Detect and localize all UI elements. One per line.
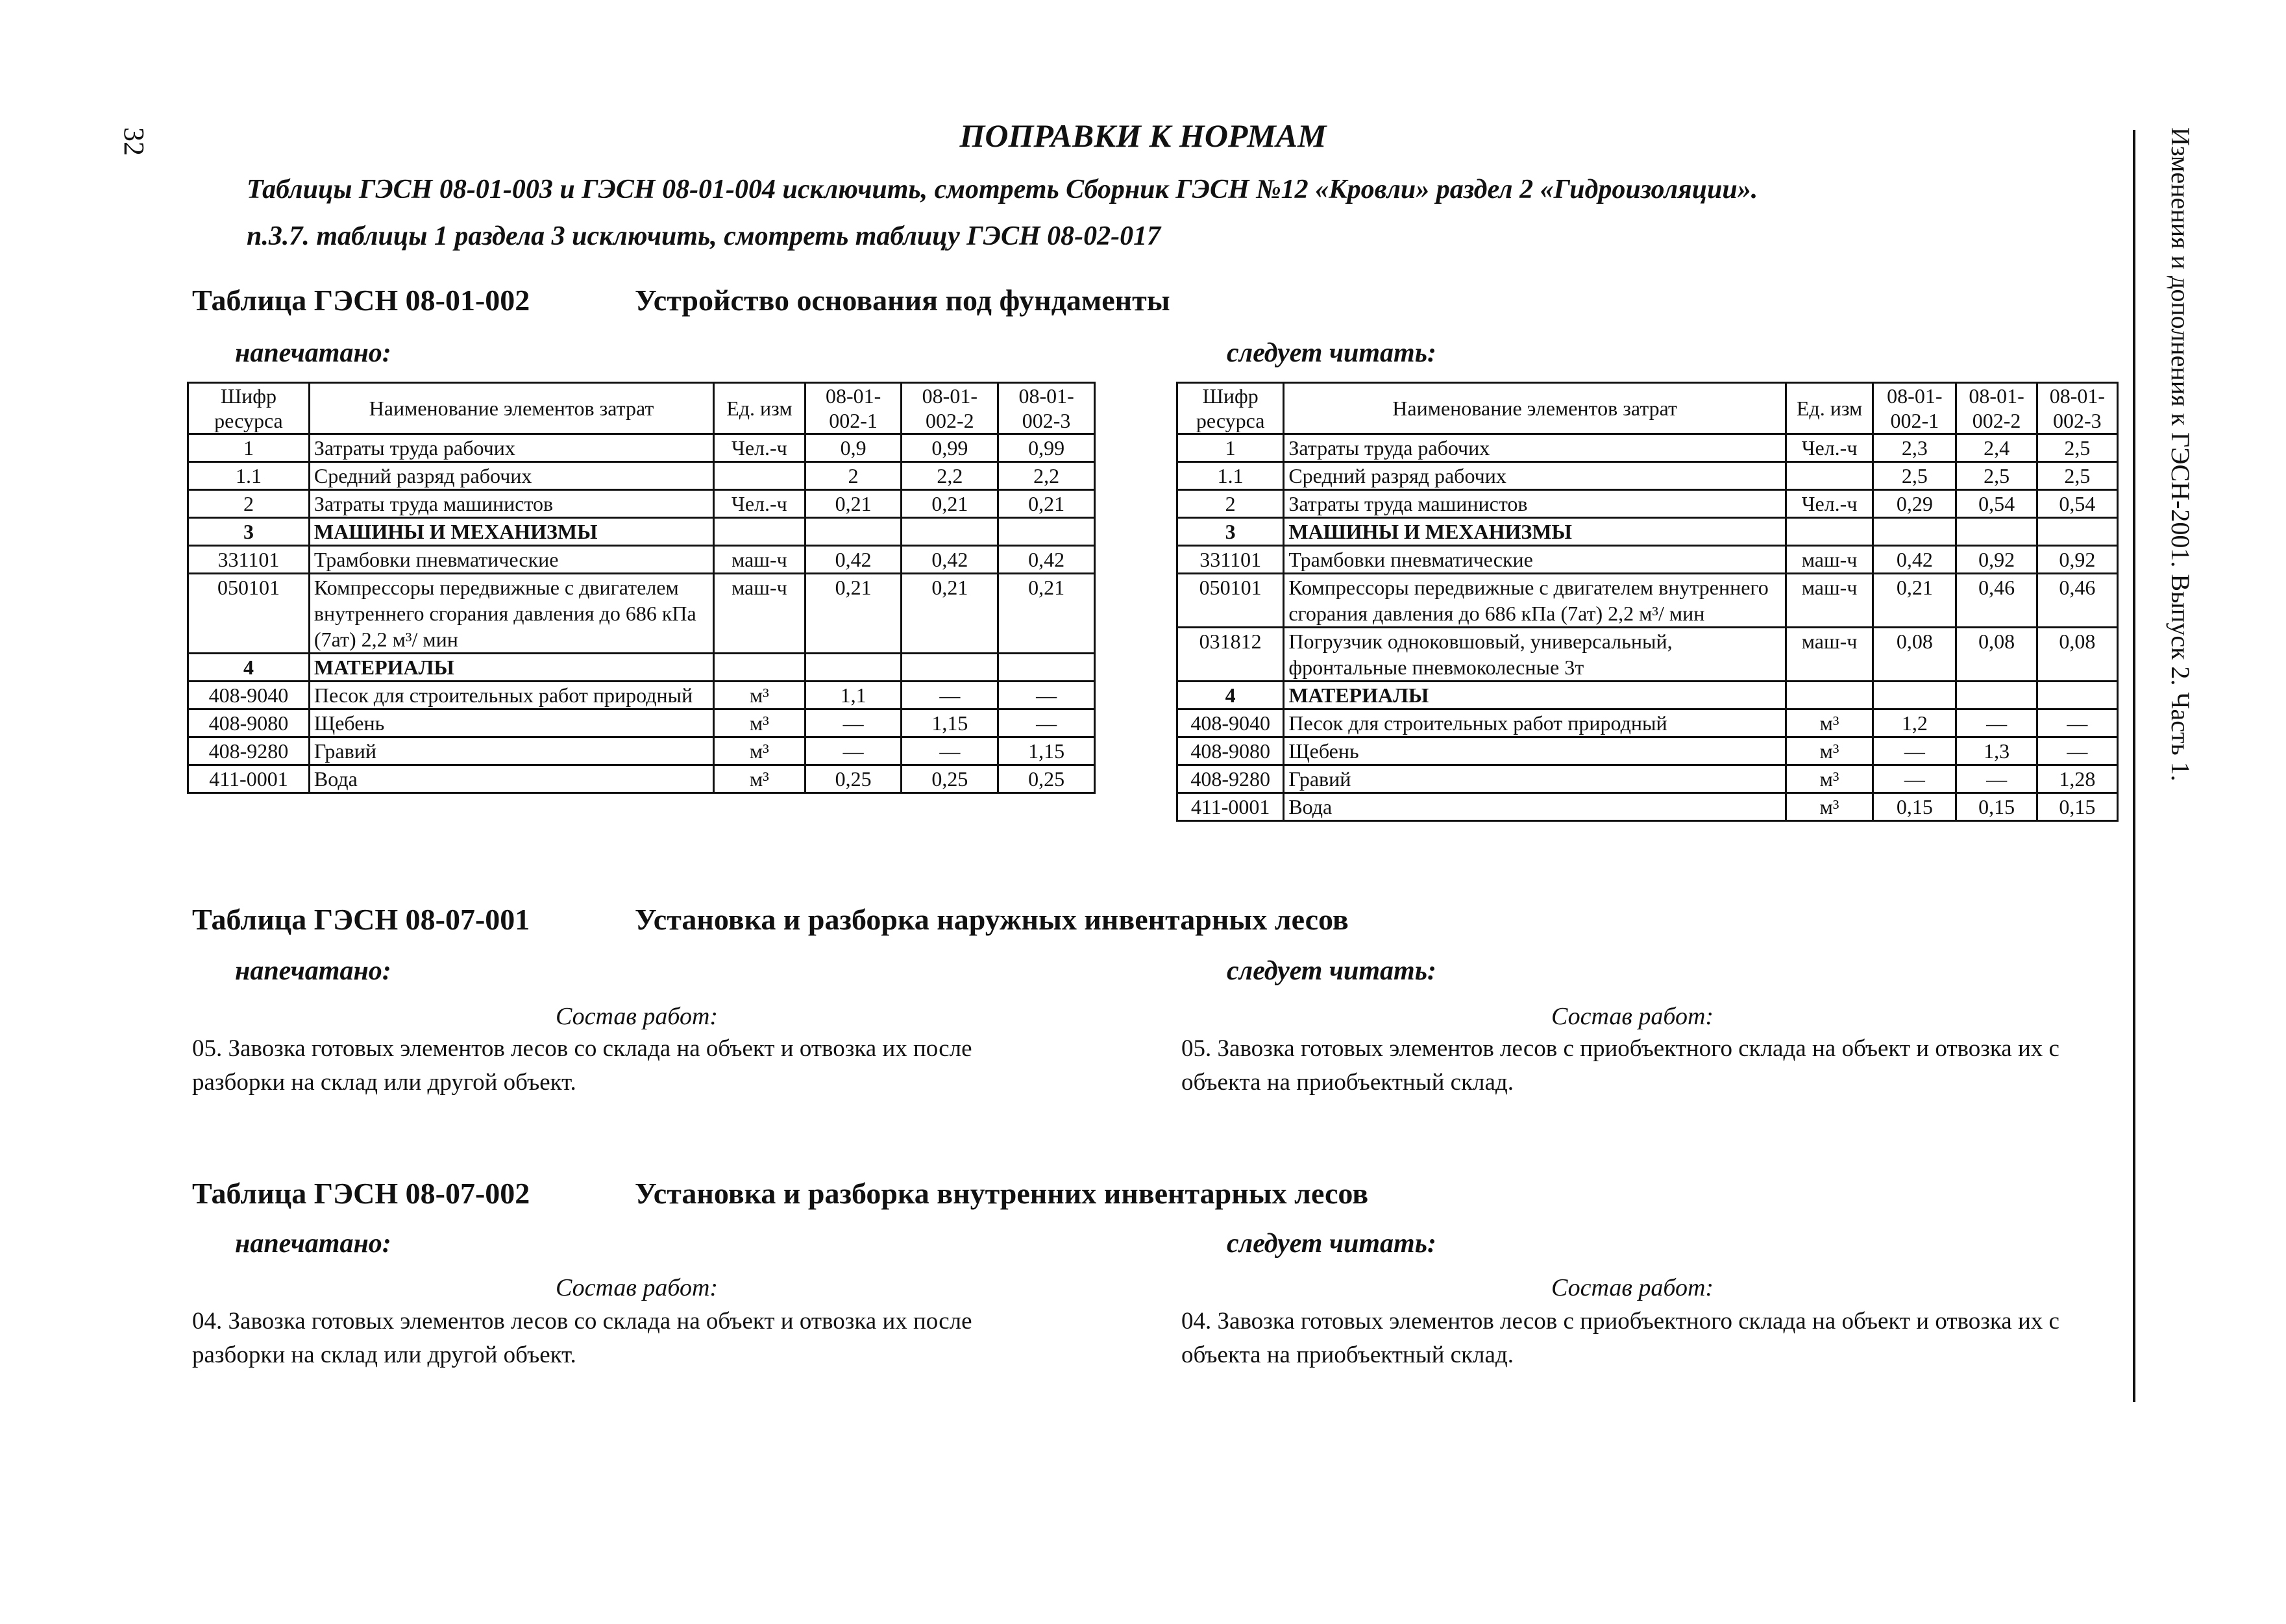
cell-value-2: 0,25 bbox=[902, 765, 998, 793]
cell-code: 050101 bbox=[188, 574, 310, 654]
cell-value-1: 0,25 bbox=[805, 765, 902, 793]
cell-value-2: 2,5 bbox=[1956, 462, 2037, 490]
cell-code: 4 bbox=[1177, 682, 1284, 709]
cell-value-3 bbox=[2037, 682, 2117, 709]
cell-unit: Чел.-ч bbox=[1786, 490, 1873, 518]
table-row bbox=[1177, 574, 2118, 628]
note-excluded-tables: Таблицы ГЭСН 08-01-003 и ГЭСН 08-01-004 исключить, смотреть Сборник ГЭСН №12 «Кровли» раздел 2 «Гидроизоляции». bbox=[247, 175, 1758, 204]
printed-resource-table bbox=[187, 382, 1096, 794]
cell-value-3: 0,99 bbox=[998, 434, 1095, 462]
cell-unit: м³ bbox=[1786, 793, 1873, 821]
cell-code: 4 bbox=[188, 654, 310, 682]
cell-value-1: — bbox=[1873, 765, 1956, 793]
cell-value-2: 0,92 bbox=[1956, 546, 2037, 574]
section2-printed-text: 05. Завозка готовых элементов лесов со склада на объект и отвозка их после разборки на склад или другой объект. bbox=[192, 1035, 972, 1096]
cell-code: 3 bbox=[1177, 518, 1284, 546]
cell-name: Гравий bbox=[1284, 765, 1786, 793]
cell-unit: Чел.-ч bbox=[714, 434, 805, 462]
header-col3: 08-01-002-3 bbox=[2037, 383, 2117, 434]
table-row bbox=[188, 737, 1095, 765]
table-row bbox=[1177, 709, 2118, 737]
cell-value-3: — bbox=[2037, 709, 2117, 737]
cell-value-3: 2,5 bbox=[2037, 434, 2117, 462]
cell-value-2: 2,2 bbox=[902, 462, 998, 490]
cell-unit bbox=[714, 462, 805, 490]
table-row bbox=[188, 434, 1095, 462]
cell-value-3 bbox=[2037, 518, 2117, 546]
cell-value-1: 0,42 bbox=[1873, 546, 1956, 574]
header-col2: 08-01-002-2 bbox=[902, 383, 998, 434]
cell-code: 411-0001 bbox=[188, 765, 310, 793]
cell-value-2: 0,99 bbox=[902, 434, 998, 462]
header-col1: 08-01-002-1 bbox=[1873, 383, 1956, 434]
cell-unit: маш-ч bbox=[1786, 628, 1873, 682]
cell-value-3: 2,2 bbox=[998, 462, 1095, 490]
cell-code: 331101 bbox=[1177, 546, 1284, 574]
cell-value-3: — bbox=[2037, 737, 2117, 765]
cell-name: Песок для строительных работ природный bbox=[309, 682, 713, 709]
cell-name: Средний разряд рабочих bbox=[1284, 462, 1786, 490]
cell-value-2: 0,21 bbox=[902, 490, 998, 518]
should-read-label: следует читать: bbox=[1227, 956, 1436, 986]
cell-value-1: 2,5 bbox=[1873, 462, 1956, 490]
header-name: Наименование элементов затрат bbox=[1284, 383, 1786, 434]
cell-value-1: 0,15 bbox=[1873, 793, 1956, 821]
cell-code: 031812 bbox=[1177, 628, 1284, 682]
cell-value-1: 1,2 bbox=[1873, 709, 1956, 737]
note-excluded-clause: п.3.7. таблицы 1 раздела 3 исключить, смотреть таблицу ГЭСН 08-02-017 bbox=[247, 221, 1161, 251]
cell-name: МАШИНЫ И МЕХАНИЗМЫ bbox=[309, 518, 713, 546]
cell-value-1: 0,08 bbox=[1873, 628, 1956, 682]
cell-code: 1.1 bbox=[188, 462, 310, 490]
cell-unit: маш-ч bbox=[714, 546, 805, 574]
table-row bbox=[1177, 518, 2118, 546]
cell-unit bbox=[1786, 518, 1873, 546]
cell-value-3: — bbox=[998, 709, 1095, 737]
table-row bbox=[188, 654, 1095, 682]
cell-code: 411-0001 bbox=[1177, 793, 1284, 821]
cell-name: Трамбовки пневматические bbox=[309, 546, 713, 574]
table-row bbox=[1177, 737, 2118, 765]
cell-unit bbox=[714, 518, 805, 546]
cell-value-3: 0,42 bbox=[998, 546, 1095, 574]
cell-value-2: 0,42 bbox=[902, 546, 998, 574]
cell-value-3 bbox=[998, 518, 1095, 546]
main-title: ПОПРАВКИ К НОРМАМ bbox=[959, 117, 1327, 154]
table-row bbox=[1177, 628, 2118, 682]
cell-value-3 bbox=[998, 654, 1095, 682]
printed-label: напечатано: bbox=[235, 338, 391, 368]
cell-name: Щебень bbox=[1284, 737, 1786, 765]
cell-unit bbox=[714, 654, 805, 682]
cell-value-2 bbox=[1956, 682, 2037, 709]
cell-code: 408-9080 bbox=[188, 709, 310, 737]
cell-unit: маш-ч bbox=[1786, 546, 1873, 574]
section3-printed-text: 04. Завозка готовых элементов лесов со склада на объект и отвозка их после разборки на склад или другой объект. bbox=[192, 1308, 972, 1368]
work-composition-label: Состав работ: bbox=[1551, 1003, 1714, 1030]
cell-name: Вода bbox=[1284, 793, 1786, 821]
cell-value-1: 0,9 bbox=[805, 434, 902, 462]
table-row bbox=[188, 462, 1095, 490]
corrected-resource-table bbox=[1176, 382, 2119, 822]
should-read-label: следует читать: bbox=[1227, 338, 1436, 368]
cell-unit: м³ bbox=[1786, 737, 1873, 765]
cell-code: 408-9040 bbox=[1177, 709, 1284, 737]
cell-value-3: 0,46 bbox=[2037, 574, 2117, 628]
cell-code: 1 bbox=[1177, 434, 1284, 462]
section3-table-title: Установка и разборка внутренних инвентарных лесов bbox=[635, 1177, 1369, 1210]
section2-table-title: Установка и разборка наружных инвентарных лесов bbox=[635, 903, 1349, 936]
section2-table-label: Таблица ГЭСН 08-07-001 bbox=[192, 903, 530, 936]
cell-value-3: 0,21 bbox=[998, 490, 1095, 518]
table-row bbox=[188, 490, 1095, 518]
cell-value-2: 2,4 bbox=[1956, 434, 2037, 462]
cell-value-1: — bbox=[1873, 737, 1956, 765]
cell-code: 2 bbox=[1177, 490, 1284, 518]
cell-code: 1 bbox=[188, 434, 310, 462]
cell-value-3: 1,15 bbox=[998, 737, 1095, 765]
section1-table-title: Устройство основания под фундаменты bbox=[635, 284, 1170, 317]
cell-value-2: 0,08 bbox=[1956, 628, 2037, 682]
cell-name: МАШИНЫ И МЕХАНИЗМЫ bbox=[1284, 518, 1786, 546]
table-row bbox=[188, 574, 1095, 654]
cell-value-3: 0,25 bbox=[998, 765, 1095, 793]
cell-value-1 bbox=[805, 518, 902, 546]
cell-value-2 bbox=[902, 518, 998, 546]
sidebar-caption: Изменения и дополнения к ГЭСН-2001. Выпуск 2. Часть 1. bbox=[2166, 127, 2195, 781]
cell-name: Компрессоры передвижные с двигателем внутреннего сгорания давления до 686 кПа (7ат) 2,2 м³/ мин bbox=[309, 574, 713, 654]
cell-unit: м³ bbox=[714, 709, 805, 737]
section3-table-label: Таблица ГЭСН 08-07-002 bbox=[192, 1177, 530, 1210]
work-composition-label: Состав работ: bbox=[556, 1003, 719, 1030]
cell-code: 408-9080 bbox=[1177, 737, 1284, 765]
cell-unit bbox=[1786, 682, 1873, 709]
cell-value-3: 0,92 bbox=[2037, 546, 2117, 574]
cell-unit: маш-ч bbox=[1786, 574, 1873, 628]
cell-unit: м³ bbox=[1786, 709, 1873, 737]
table-row bbox=[1177, 793, 2118, 821]
cell-value-1: 2,3 bbox=[1873, 434, 1956, 462]
cell-value-1: 0,42 bbox=[805, 546, 902, 574]
cell-code: 050101 bbox=[1177, 574, 1284, 628]
cell-name: Трамбовки пневматические bbox=[1284, 546, 1786, 574]
page-number: 32 bbox=[118, 127, 150, 156]
cell-name: Компрессоры передвижные с двигателем внутреннего сгорания давления до 686 кПа (7ат) 2,2 м³/ мин bbox=[1284, 574, 1786, 628]
cell-code: 1.1 bbox=[1177, 462, 1284, 490]
cell-value-3: 2,5 bbox=[2037, 462, 2117, 490]
cell-value-2: — bbox=[902, 737, 998, 765]
cell-code: 408-9280 bbox=[188, 737, 310, 765]
section1-table-label: Таблица ГЭСН 08-01-002 bbox=[192, 284, 530, 317]
section2-corrected-text: 05. Завозка готовых элементов лесов с приобъектного склада на объект и отвозка их с объекта на приобъектный склад. bbox=[1181, 1035, 2059, 1096]
cell-value-1: — bbox=[805, 709, 902, 737]
cell-value-2: — bbox=[902, 682, 998, 709]
cell-unit: Чел.-ч bbox=[1786, 434, 1873, 462]
cell-value-3: 0,21 bbox=[998, 574, 1095, 654]
header-col2: 08-01-002-2 bbox=[1956, 383, 2037, 434]
work-composition-label: Состав работ: bbox=[1551, 1274, 1714, 1301]
cell-value-2: — bbox=[1956, 709, 2037, 737]
table-row bbox=[188, 682, 1095, 709]
cell-unit: Чел.-ч bbox=[714, 490, 805, 518]
table-row bbox=[188, 709, 1095, 737]
cell-value-1: 0,21 bbox=[805, 490, 902, 518]
cell-value-2 bbox=[902, 654, 998, 682]
cell-name: Погрузчик одноковшовый, универсальный, фронтальные пневмоколесные 3т bbox=[1284, 628, 1786, 682]
cell-value-3: 0,54 bbox=[2037, 490, 2117, 518]
table-row bbox=[1177, 434, 2118, 462]
cell-value-2: 0,15 bbox=[1956, 793, 2037, 821]
table-row bbox=[188, 765, 1095, 793]
cell-name: Вода bbox=[309, 765, 713, 793]
cell-name: Затраты труда рабочих bbox=[1284, 434, 1786, 462]
table-header-row bbox=[188, 383, 1095, 434]
cell-unit: маш-ч bbox=[714, 574, 805, 654]
table-row bbox=[188, 546, 1095, 574]
header-name: Наименование элементов затрат bbox=[309, 383, 713, 434]
cell-code: 3 bbox=[188, 518, 310, 546]
cell-value-2: 1,3 bbox=[1956, 737, 2037, 765]
table-row bbox=[1177, 462, 2118, 490]
cell-value-1 bbox=[805, 654, 902, 682]
table-row bbox=[1177, 490, 2118, 518]
table-header-row bbox=[1177, 383, 2118, 434]
cell-unit: м³ bbox=[714, 682, 805, 709]
cell-name: МАТЕРИАЛЫ bbox=[1284, 682, 1786, 709]
cell-code: 2 bbox=[188, 490, 310, 518]
cell-unit: м³ bbox=[1786, 765, 1873, 793]
cell-value-2: 0,46 bbox=[1956, 574, 2037, 628]
sidebar-rule bbox=[2133, 130, 2135, 1402]
cell-name: Гравий bbox=[309, 737, 713, 765]
cell-value-1: 1,1 bbox=[805, 682, 902, 709]
header-col1: 08-01-002-1 bbox=[805, 383, 902, 434]
cell-name: Затраты труда машинистов bbox=[309, 490, 713, 518]
cell-value-1: — bbox=[805, 737, 902, 765]
cell-value-1: 0,29 bbox=[1873, 490, 1956, 518]
printed-label: напечатано: bbox=[235, 956, 391, 986]
header-unit: Ед. изм bbox=[1786, 383, 1873, 434]
cell-value-3: 0,08 bbox=[2037, 628, 2117, 682]
cell-value-3: 1,28 bbox=[2037, 765, 2117, 793]
cell-code: 331101 bbox=[188, 546, 310, 574]
cell-code: 408-9040 bbox=[188, 682, 310, 709]
header-col3: 08-01-002-3 bbox=[998, 383, 1095, 434]
cell-name: Песок для строительных работ природный bbox=[1284, 709, 1786, 737]
cell-name: Затраты труда рабочих bbox=[309, 434, 713, 462]
cell-value-3: 0,15 bbox=[2037, 793, 2117, 821]
cell-unit bbox=[1786, 462, 1873, 490]
cell-name: Щебень bbox=[309, 709, 713, 737]
table-row bbox=[188, 518, 1095, 546]
cell-value-2: 0,21 bbox=[902, 574, 998, 654]
should-read-label: следует читать: bbox=[1227, 1229, 1436, 1259]
cell-value-1: 0,21 bbox=[1873, 574, 1956, 628]
cell-name: Средний разряд рабочих bbox=[309, 462, 713, 490]
printed-label: напечатано: bbox=[235, 1229, 391, 1259]
header-code: Шифр ресурса bbox=[1177, 383, 1284, 434]
cell-name: Затраты труда машинистов bbox=[1284, 490, 1786, 518]
cell-code: 408-9280 bbox=[1177, 765, 1284, 793]
cell-unit: м³ bbox=[714, 737, 805, 765]
section3-corrected-text: 04. Завозка готовых элементов лесов с приобъектного склада на объект и отвозка их с объекта на приобъектный склад. bbox=[1181, 1308, 2059, 1368]
table-row bbox=[1177, 546, 2118, 574]
header-code: Шифр ресурса bbox=[188, 383, 310, 434]
cell-name: МАТЕРИАЛЫ bbox=[309, 654, 713, 682]
cell-value-2 bbox=[1956, 518, 2037, 546]
cell-value-2: 1,15 bbox=[902, 709, 998, 737]
cell-unit: м³ bbox=[714, 765, 805, 793]
work-composition-label: Состав работ: bbox=[556, 1274, 719, 1301]
cell-value-2: 0,54 bbox=[1956, 490, 2037, 518]
header-unit: Ед. изм bbox=[714, 383, 805, 434]
cell-value-1: 2 bbox=[805, 462, 902, 490]
cell-value-1 bbox=[1873, 682, 1956, 709]
table-row bbox=[1177, 765, 2118, 793]
cell-value-2: — bbox=[1956, 765, 2037, 793]
table-row bbox=[1177, 682, 2118, 709]
cell-value-1 bbox=[1873, 518, 1956, 546]
cell-value-1: 0,21 bbox=[805, 574, 902, 654]
cell-value-3: — bbox=[998, 682, 1095, 709]
